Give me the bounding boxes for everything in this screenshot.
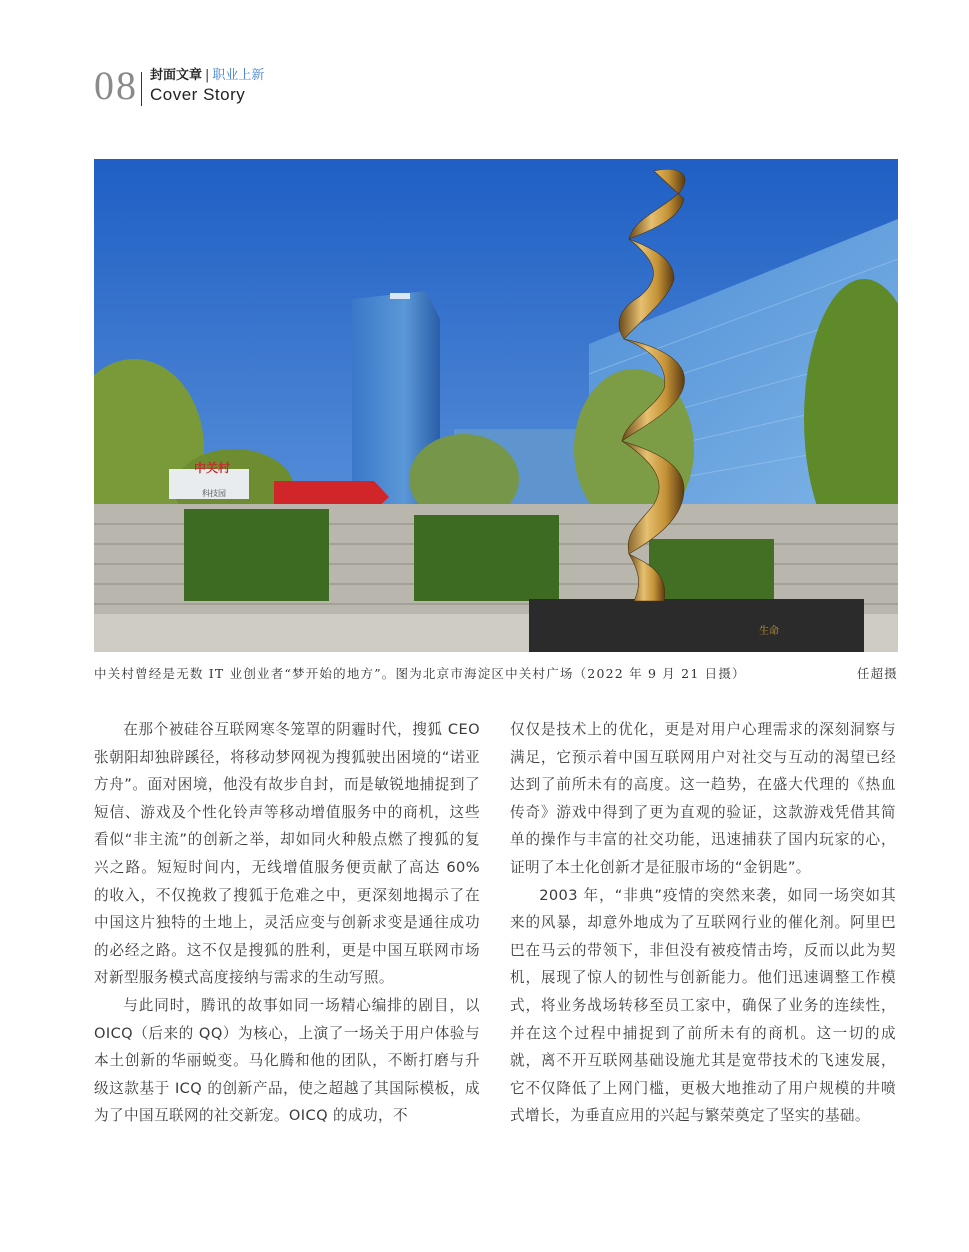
article-paragraph: 2003 年，“非典”疫情的突然来袭，如同一场突如其来的风暴，却意外地成为了互联网行业的催化剂。阿里巴巴在马云的带领下，非但没有被疫情击垮，反而以此为契机，展现了惊人的韧性与创新能力。他们迅速调整工作模式，将业务战场转移至员工家中，确保了业务的连续性，并在这个过程中捕捉到了前所未有的商机。这一切的成就，离不开互联网基础设施尤其是宽带技术的飞速发展，它不仅降低了上网门槛，更极大地推动了用户规模的井喷式增长，为垂直应用的兴起与繁荣奠定了坚实的基础。 <box>510 886 896 1125</box>
caption-text: 中关村曾经是无数 IT 业创业者“梦开始的地方”。图为北京市海淀区中关村广场（2022 年 9 月 21 日摄） <box>94 666 746 681</box>
article-paragraph-continued: 仅仅是技术上的优化，更是对用户心理需求的深刻洞察与满足，它预示着中国互联网用户对社交与互动的渴望已经达到了前所未有的高度。这一趋势，在盛大代理的《热血传奇》游戏中得到了更为直观的验证，这款游戏凭借其简单的操作与丰富的社交功能，迅速捕获了国内玩家的心，证明了本土化创新才是征服市场的“金钥匙”。 <box>510 721 896 876</box>
header-subtitle: Cover Story <box>150 85 246 104</box>
header-text <box>150 68 264 105</box>
header-separator: | <box>205 68 210 83</box>
photo-illustration <box>94 159 898 652</box>
photo-sign-bottom: 科技园 <box>202 489 226 498</box>
article-paragraph: 在那个被硅谷互联网寒冬笼罩的阴霾时代，搜狐 CEO 张朝阳却独辟蹊径，将移动梦网视为搜狐驶出困境的“诺亚方舟”。面对困境，他没有故步自封，而是敏锐地捕捉到了短信、游戏及个性化铃声等移动增值服务中的商机，这些看似“非主流”的创新之举，却如同火种般点燃了搜狐的复兴之路。短短时间内，无线增值服务便贡献了高达 60% 的收入，不仅挽救了搜狐于危难之中，更深刻地揭示了在中国这片独特的土地上，灵活应变与创新求变是通往成功的必经之路。这不仅是搜狐的胜利，更是中国互联网市场对新型服务模式高度接纳与需求的生动写照。 <box>94 721 480 987</box>
header-category: 封面文章 <box>150 68 203 83</box>
header-category-line <box>150 68 264 84</box>
photo-sign-top: 中关村 <box>193 461 231 475</box>
photo-caption <box>94 665 898 683</box>
article-column-right <box>510 716 896 1130</box>
article-paragraph: 与此同时，腾讯的故事如同一场精心编排的剧目，以 OICQ（后来的 QQ）为核心，上演了一场关于用户体验与本土创新的华丽蜕变。马化腾和他的团队，不断打磨与升级这款基于 ICQ 的创新产品，使之超越了其国际模板，成为了中国互联网的社交新宠。OICQ 的成功，不 <box>94 996 480 1125</box>
article-column-left <box>94 716 480 1130</box>
header-section: 职业上新 <box>212 68 265 83</box>
header-divider <box>141 72 142 106</box>
photo-credit: 任超摄 <box>856 666 898 681</box>
photo-plaque: 生命 <box>759 626 779 637</box>
cover-photo <box>94 159 898 652</box>
page-number: 08 <box>94 63 138 108</box>
